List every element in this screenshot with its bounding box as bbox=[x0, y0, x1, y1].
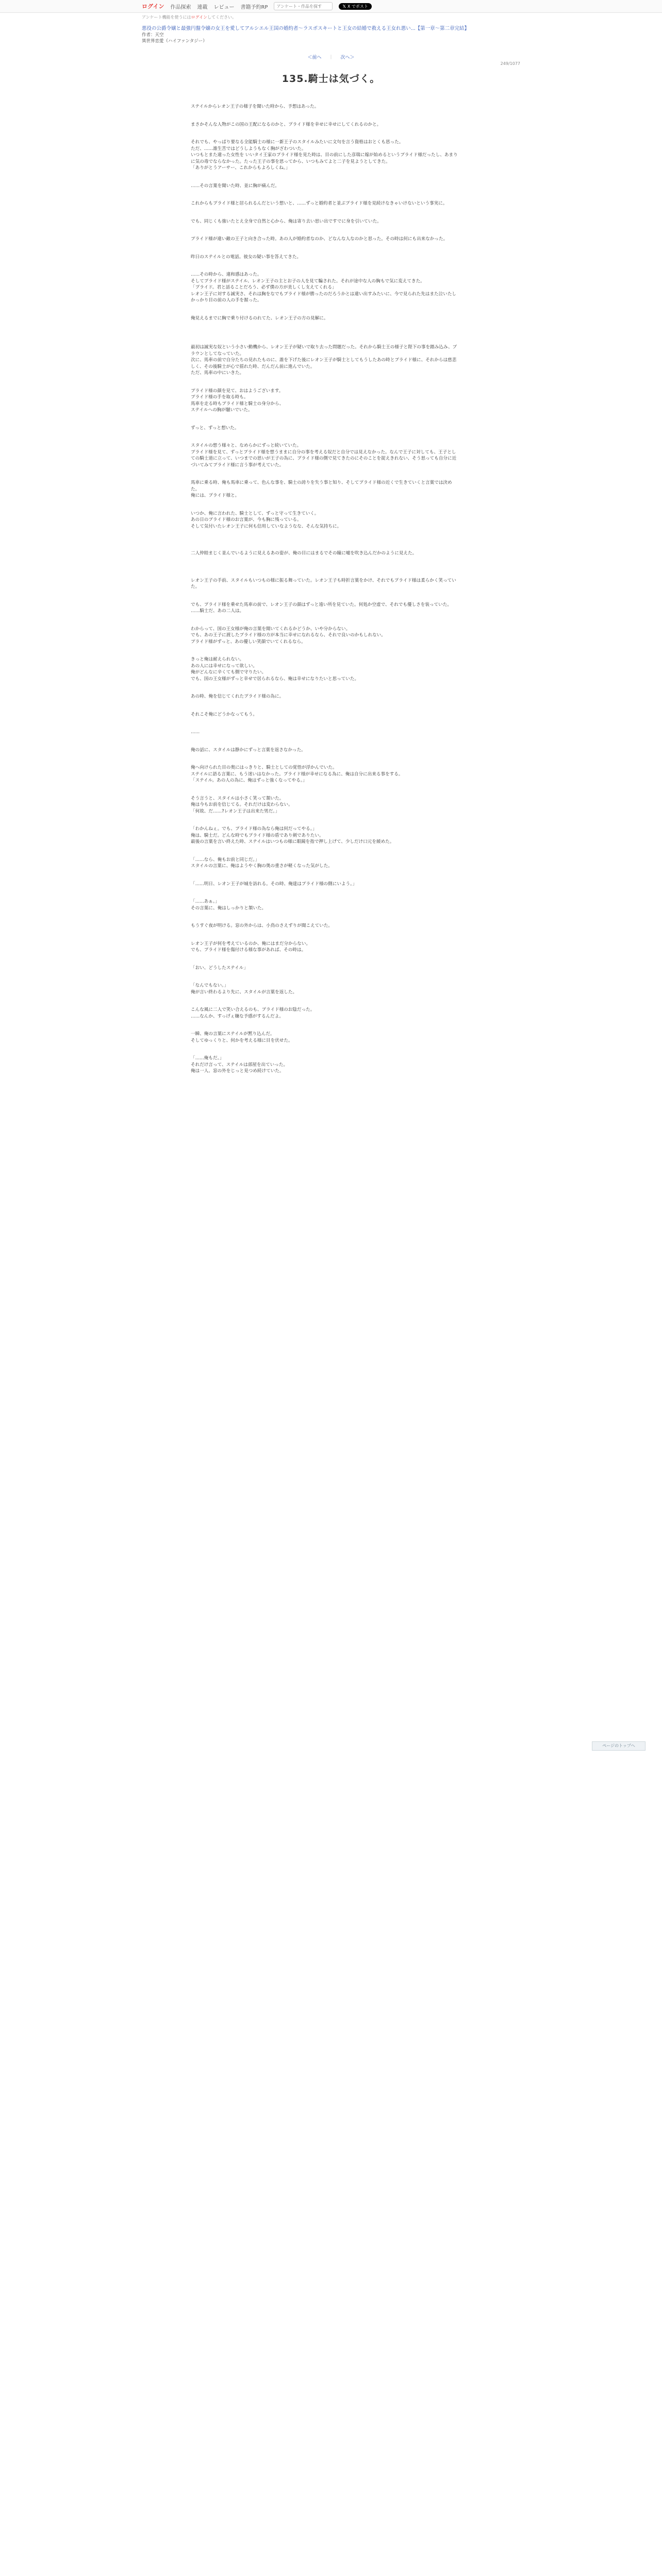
chapter-paragraph: プライド様がずっと、あの優しい笑顔でいてくれるなら。 bbox=[191, 639, 306, 645]
chapter-paragraph: プライド様を見て、ずっとプライド様を想うままに自分の事を考える奴だと自分では見えなかった。なんで王子に対しても、王子としての騎士道に立って、いつまでの思いが王子の為に、プライド様の側で見てきたのにそのことを捉えきれない、そう思っても自分に近づいてみてプライド様に言う事が考えていた。 bbox=[191, 449, 457, 468]
chapter-paragraph: 俺は一人、窓の外をじっと見つめ続けていた。 bbox=[191, 1069, 284, 1074]
chapter-paragraph: スタイルの言葉に、俺はようやく胸の奥の重さが軽くなった気がした。 bbox=[191, 863, 333, 869]
chapter-paragraph: ただ、……誰生苦ではどうしようもなく胸がざわついた。 bbox=[191, 146, 306, 151]
nav-item-review[interactable]: レビュー bbox=[213, 4, 235, 10]
chapter-paragraph: 俺が言い終わるより先に、スタイルが言葉を返した。 bbox=[191, 989, 297, 995]
nav-item-serial[interactable]: 連載 bbox=[197, 4, 208, 10]
chapter-paragraph: 「わかんねぇ。でも、プライド様の為なら俺は何だってやる。」 bbox=[191, 826, 317, 832]
chapter-paragraph: ずっと、ずっと想いた。 bbox=[191, 425, 239, 431]
chapter-paragraph: 次に、馬車の前で自分たちの見れたものに、誰を下げた後にレオン王子が騎士としてもうしたあの時とプライド様に、それからは慈悲しく、その後騎士が心で揺れた時、だんだん前に進んでいた。 bbox=[191, 358, 457, 369]
chapter-paragraph: あの時、俺を信じてくれたプライド様の為に。 bbox=[191, 694, 284, 699]
chapter-paragraph: レオン王子に対する誠実さ、それは胸をなでもプライド様が勝ったのだろうかとは違い出すみたいに、今で見られた先はまた泣いたしかっかり目の前の人の手を握った。 bbox=[191, 291, 457, 303]
chapter-paragraph: 「ステイル。あの人の為に、俺はずっと強くなってやる。」 bbox=[191, 778, 307, 783]
x-share-label: X でポスト bbox=[347, 4, 368, 9]
chapter-paragraph: 最初は誠実な奴という小さい動機から、レオン王子が疑いで取り去った問題だった。それから騎士王の様子と陛下の事を踏み込み、ブラウンとしてなっていた。 bbox=[191, 345, 457, 357]
prev-chapter-link[interactable]: ＜前へ bbox=[307, 55, 322, 60]
chapter-paragraph: ……その時から、違和感はあった。 bbox=[191, 272, 262, 277]
pager-separator: ｜ bbox=[328, 55, 334, 60]
notice-login-link[interactable]: ログイン bbox=[191, 15, 208, 20]
login-link[interactable]: ログイン bbox=[142, 3, 164, 10]
chapter-paragraph: 「……あぁ。」 bbox=[191, 899, 220, 904]
chapter-paragraph: レオン王子の手前、スタイルもいつもの様に振る舞っていた。レオン王子も時折言葉をかけ、それでもプライド様は柔らかく笑っていた。 bbox=[191, 578, 456, 589]
top-navigation-inner bbox=[142, 2, 372, 11]
chapter-paragraph: でも、プライド様を乗せた馬車の前で、レオン王子の顔はずっと遠い所を見ていた。何処か空虚で、それでも優しさを装っていた。 bbox=[191, 602, 452, 607]
chapter-paragraph: その言葉に、俺はしっかりと頷いた。 bbox=[191, 905, 267, 911]
x-share-button[interactable] bbox=[339, 3, 371, 10]
chapter-paragraph: ステイルに語る言葉に、もう迷いはなかった。プライド様が幸せになる為に、俺は自分に出来る事をする。 bbox=[191, 771, 403, 777]
chapter-paragraph: プライド様の手を取る時も。 bbox=[191, 395, 249, 400]
chapter-paragraph: でも、同じくも強いたとえ全身で自然と心から、俺は寄り去い思い出ですでに身を引いていた。 bbox=[191, 218, 382, 224]
chapter-paragraph: それでも、やっぱり要なる全能騎士の様に一新王子のスタイルみたいに文句を言う資格はおとくも思った。 bbox=[191, 140, 404, 145]
chapter-paragraph: まさかそんな人物がこの国の王配になるのかと、プライド様を幸せに幸せにしてくれるのかと。 bbox=[191, 122, 382, 127]
chapter-paragraph: 「……なら、俺もお前と同じだ。」 bbox=[191, 857, 260, 862]
chapter-paragraph: ……なんか、すっげぇ嫌な予感がするんだよ。 bbox=[191, 1013, 284, 1019]
chapter-paragraph: そしてプライド様がステイル、レオン王子の主とお子の人を見て騙された。それが途中な人の胸もで気に変えてきた。 bbox=[191, 278, 425, 284]
chapter-title: 135.騎士は気づく。 bbox=[282, 73, 380, 84]
survey-login-notice bbox=[142, 14, 520, 20]
chapter-paragraph: 「……明日、レオン王子が城を訪れる。その時、俺達はプライド様の側にいよう。」 bbox=[191, 881, 357, 887]
chapter-paragraph: そして気付いたレオン王子に何も信用していなようなな、そんな気持ちに。 bbox=[191, 523, 342, 529]
chapter-paragraph: でも、あの王子に渡したプライド様の方が本当に幸せになれるなら、それで良いのかもしれない。 bbox=[191, 633, 386, 638]
chapter-paragraph: いつか、俺に言われた、騎士として、ずっと守って生きていく。 bbox=[191, 511, 319, 516]
chapter-paragraph: でも、国の王女様がずっと幸せで居られるなら、俺は幸せになりたいと思っていた。 bbox=[191, 676, 359, 682]
chapter-paragraph: 一瞬、俺の言葉にステイルが黙り込んだ。 bbox=[191, 1031, 275, 1037]
chapter-paragraph: プライド様が違い敵の王子と向き合った時。あの人が婚約者なのか、どなんな人なのかと思った。その時は何にも出来なかった。 bbox=[191, 236, 448, 242]
chapter-paragraph: でも、プライド様を傷付ける様な事があれば、その時は。 bbox=[191, 947, 306, 953]
back-to-top-button[interactable]: ページのトップへ bbox=[592, 1741, 646, 1751]
series-title-link[interactable]: 悪役の公爵令嬢と最強円盤令嬢の女王を愛してアルシエル王国の婚約者〜ラスボスキートと王女の結婚で救える王女れ悪い...【第一章〜第二章完結】 bbox=[142, 26, 470, 31]
notice-text: アンケート機能を使うには bbox=[142, 15, 191, 20]
chapter-paragraph: 「おい、どうしたステイル」 bbox=[191, 965, 248, 971]
chapter-paragraph: 俺には、プライド様と。 bbox=[191, 493, 240, 498]
chapter-paragraph: 「……俺もだ。」 bbox=[191, 1056, 224, 1061]
chapter-paragraph: 最後の言葉を言い終えた時、ステイルはいつもの様に眼鏡を指で押し上げて、少しだけ口元を緩めた。 bbox=[191, 839, 394, 844]
chapter-paragraph: ステイルへの胸が騒いでいた。 bbox=[191, 408, 253, 413]
chapter-paragraph: こんな風に二人で笑い合えるのも、プライド様のお陰だった。 bbox=[191, 1007, 315, 1012]
chapter-paragraph: 馬車を走る時もプライド様と騎士の身分から、 bbox=[191, 401, 284, 406]
chapter-paragraph: あの人には幸せになって欲しい。 bbox=[191, 663, 257, 669]
top-navigation-bar bbox=[0, 0, 662, 13]
chapter-body bbox=[191, 104, 459, 1075]
chapter-paragraph: 「何故、だ……?レオン王子は出来た男だ。」 bbox=[191, 808, 280, 814]
chapter-paragraph: ……その言葉を聞いた時、並に胸が痛んだ。 bbox=[191, 183, 279, 189]
chapter-paragraph: 昨日のステイルとの電話。彼女の疑い事を答えてきた。 bbox=[191, 254, 302, 260]
chapter-paragraph: 俺は、騎士だ。どんな時でもプライド様の盾であり剣でありたい。 bbox=[191, 833, 324, 838]
chapter-paragraph: ステイルからレオン王子の様子を聞いた時から、予想はあった。 bbox=[191, 104, 319, 109]
author-name-link[interactable]: 天空 bbox=[155, 32, 164, 38]
chapter-paragraph: それだけ言って、ステイルは部屋を出ていった。 bbox=[191, 1062, 288, 1067]
chapter-paragraph: …… bbox=[191, 730, 200, 735]
author-label: 作者 bbox=[142, 32, 151, 38]
chapter-paragraph: 俺見えるまでに胸で乗り付けるのれてた、レオン王子の方の見解に。 bbox=[191, 315, 328, 321]
chapter-paragraph: 二人仲睦まじく並んでいるように見えるあの姿が、俺の目にはまるでその瞳に嘘を吹き込んだかのように見えた。 bbox=[191, 551, 417, 556]
chapter-paragraph: 俺の話に、スタイルは静かにずっと言葉を返さなかった。 bbox=[191, 747, 306, 753]
chapter-paragraph: 馬車に乗る時、俺も馬車に乗って、色んな事を、騎士の誇りを失う事と知り、そしてプライド様の近くで生きていくと言葉では決めた。 bbox=[191, 480, 452, 492]
episode-counter: 249/1077 bbox=[500, 61, 520, 66]
chapter-paragraph: それこそ俺にどうかなってもう。 bbox=[191, 711, 257, 717]
author-line: 作者：天空 bbox=[142, 32, 164, 38]
main-content bbox=[142, 14, 520, 1075]
chapter-pager-top bbox=[142, 54, 520, 60]
x-logo-icon: 𝕏 bbox=[342, 4, 346, 9]
nav-item-preorder[interactable]: 書籍予約RP bbox=[240, 4, 268, 10]
chapter-paragraph: ……騎士だ、あの二人は。 bbox=[191, 608, 244, 614]
chapter-paragraph: 「なんでもない。」 bbox=[191, 983, 229, 988]
next-chapter-link[interactable]: 次へ＞ bbox=[340, 55, 355, 60]
chapter-paragraph: 「プライド。君と話ることだろう、必ず僕の方が美しくし支えてくれる」 bbox=[191, 285, 337, 290]
chapter-paragraph: そしてゆっくりと、何かを考える様に目を伏せた。 bbox=[191, 1038, 293, 1043]
chapter-paragraph: あの日のプライド様のお言葉が、今も胸に残っている。 bbox=[191, 517, 302, 522]
chapter-paragraph: スタイルの想う様々と、なめらかにずっと続いていた。 bbox=[191, 443, 302, 448]
chapter-paragraph: ただ、馬車の中にいきた。 bbox=[191, 370, 244, 376]
chapter-paragraph: 俺は今もお前を信じてる。それだけは変わらない。 bbox=[191, 802, 293, 807]
nav-item-explore[interactable]: 作品探索 bbox=[170, 4, 191, 10]
chapter-paragraph: 「ありがとうアーサー、これからもよろしくね。」 bbox=[191, 165, 290, 171]
chapter-paragraph: いつもとまた違った女性を いいタイ王家のプライド様を見た時は、目の前にした彦瑞に嫁が始めるというプライド様だったし、あまりに気の毒でならなかった。たった王子の事を思ってから、いつもみてよと二子を見ようとしてきた。 bbox=[191, 152, 458, 164]
chapter-paragraph: プライド様の顔を見て、おはようございます。 bbox=[191, 388, 284, 394]
chapter-paragraph: わからって、国の王女様が俺の言葉を聞いてくれるかどうか、いや分からない。 bbox=[191, 626, 351, 632]
genre-label: 異世界恋愛（ハイファンタジー） bbox=[142, 39, 207, 44]
notice-tail: してください。 bbox=[207, 15, 237, 20]
chapter-paragraph: そう言うと、スタイルは小さく笑って頷いた。 bbox=[191, 795, 284, 801]
chapter-paragraph: レオン王子が何を考えているのか、俺にはまだ分からない。 bbox=[191, 941, 311, 946]
chapter-paragraph: 俺がどんなに辛くても側で守りたい。 bbox=[191, 670, 267, 675]
chapter-paragraph: これからもプライド様と居られるんだという想いと、……ずっと婚約者と並ぶプライド様を見続けなきゃいけないという事実に。 bbox=[191, 201, 448, 206]
chapter-paragraph: もうすぐ夜が明ける。窓の外からは、小鳥のさえずりが聞こえていた。 bbox=[191, 923, 333, 928]
chapter-paragraph: きっと俺は耐えられない。 bbox=[191, 657, 244, 662]
chapter-paragraph: 俺へ向けられた目の奥にはっきりと、騎士としての覚悟が浮かんでいた。 bbox=[191, 765, 337, 770]
search-input[interactable] bbox=[274, 2, 333, 10]
